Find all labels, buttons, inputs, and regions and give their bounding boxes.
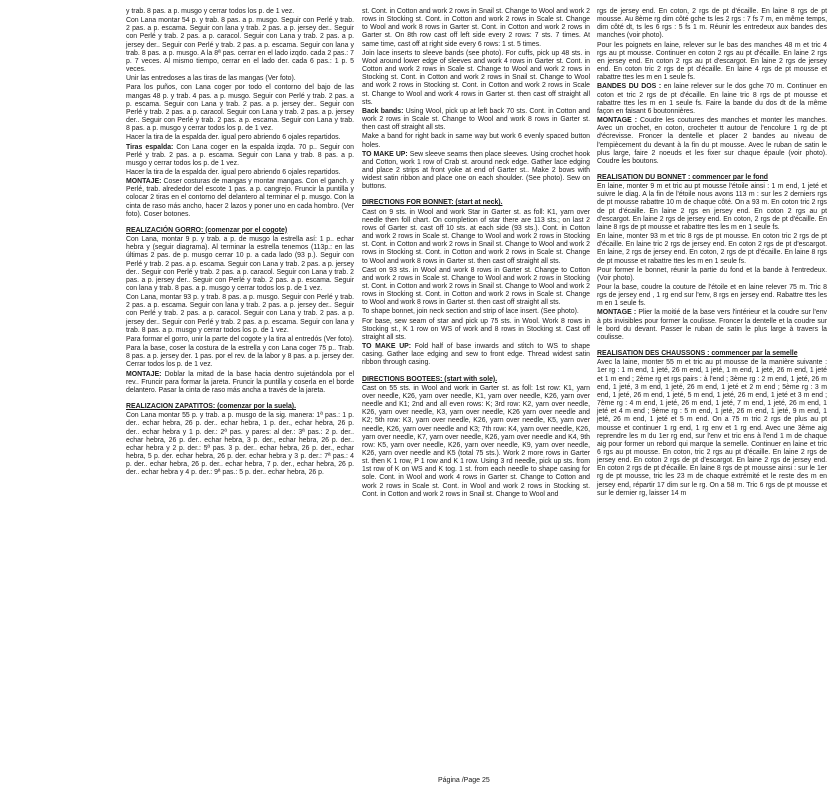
paragraph: Pour les poignets en laine, relever sur le bas des manches 48 m et tric 4 rgs au pt mousse. Continuer en coton 2 rgs au pt d'écaille. En laine 2 rgs en jersey end. En coton 2 rgs au pt d'escargot. En laine 2 rgs de jersey end. En coton tric 2 rgs de pt d'écaille. En laine 4 rgs de pt mousse et rabattre ttes les m en 1 seule fs. — [597, 41, 827, 82]
section-heading: DIRECTIONS FOR BONNET: (start at neck). — [362, 199, 503, 207]
section-heading: REALIZACION ZAPATITOS: (comenzar por la suela). — [126, 403, 296, 411]
paragraph: Para la base, coser la costura de la estrella y con Lana coger 75 p.. Trab. 8 pas. a p. jersey der. 1 pas. por el rev. de la labor y 8 pas. a p. jersey der. Cerrar todos los p. de 1 vez. — [126, 345, 354, 369]
section-heading: REALIZACIÓN GORRO: (comenzar por el cogote) — [126, 226, 288, 234]
paragraph-text: Con Lana coger en la espalda izqda. 70 p.. Seguir con Perlé y trab. 2 pas. a p. escama. Seguir con Lana y trab. 8 pas. a p. musgo y cerrar todos los p. de 1 vez. — [126, 143, 355, 167]
paragraph: Hacer la tira de la espalda der. igual pero abriendo 6 ojales repartidos. — [126, 134, 341, 142]
paragraph — [597, 83, 827, 116]
paragraph: Con Lana montar 55 p. y trab. a p. musgo de la sig. manera: 1ª pas.: 1 p. der.. echar hebra, 26 p. der.. echar hebra, 1 p. der., echar hebra, 26 p. der.. echar hebra y 1 p. der.: 2ª pas. y pares: al der.: 3ª pas.: 2 p. der.. echar hebra, 26 p. der.. echar hebra, 3 p. der., echar hebra, 26 p. der.. echar hebra y 2 p. der.: 5ª pas. 3 p. der.. echar hebra, 26 p. der., echar hebra, 5 p. der. echar hebra, 26 p. der. echar hebra y 3 p. der.: 7ª pas.: 4 p. der.. echar hebra, 26 p. der.. echar hebra, 7 p. der., echar hebra, 26 p. der.. echar hebra y 4 p. der.: 9ª pas.: 5 p. der.. echar hebra, 26 p. — [126, 412, 354, 477]
paragraph-lead: MONTAJE: — [126, 178, 162, 186]
paragraph: Cast on 93 sts. in Wool and work 8 rows in Garter st. Change to Cotton and work 2 rows in Scale st. Change to Wool and work 2 rows in Stocking st. Cont. in Cotton and work 2 rows in Snail st. Change to Wool and work 2 rows in Stocking st. Cont. in Cotton and work 2 rows in Scale st. Change to Wool and work 8 rows in Garter st. then cast off straight all sts. — [362, 266, 590, 307]
paragraph: For base, sew seam of star and pick up 75 sts. in Wool. Work 8 rows in Stocking st., K 1 row on WS of work and 8 rows in Stocking st. Cast off straight all sts. — [362, 317, 590, 341]
paragraph: Pour former le bonnet, réunir la partie du fond et la bande à l'entredeux. (Voir photo). — [597, 266, 827, 282]
paragraph-text: Sew sleeve seams then place sleeves. Using crochet hook and Cotton, work 1 row of Crab st. around neck edge. Gather lace edging and place 2 strips at front yoke at end of Garter st.. Make 2 bows with widest satin ribbon and place one on each shoulder. (See photo). Sew on buttons. — [362, 150, 590, 191]
paragraph — [126, 371, 354, 395]
paragraph-lead: Tiras espalda: — [126, 143, 174, 151]
paragraph-text: Doblar la mitad de la base hacia dentro sujetándola por el rev.. Fruncir para formar la jareta. Fruncir la puntilla y coserla en el borde delantero. Pasar la cinta de raso más ancha a través de la jareta. — [126, 370, 354, 394]
paragraph: Join lace inserts to sleeve bands (see photo). For cuffs, pick up 48 sts. in Wool around lower edge of sleeves and work 4 rows in Garter st. Cont. in Cotton and work 2 rows in Scale st. Change to Wool and work 2 rows in Stocking st. Cont. in Cotton and work 2 rows in Snail st. Change to Wool and work 2 rows in Stocking st. Cont. in Cotton and work 2 rows in Scale st. Change to Wool and work 4 rows in Garter st. then cast off straight all sts. — [362, 49, 590, 106]
paragraph-lead: BANDES DU DOS : — [597, 83, 662, 91]
paragraph-text: Coudre les coutures des manches et monter les manches. Avec un crochet, en coton, crocheter tt autour de l'encolure 1 rg de pt d'écrevisse. Froncer la dentelle et placer 2 bandes au niveau de l'empiècement du devant à la fin du pt mousse. Avec le ruban de satin le plus large, faire 2 noeuds et les fixer sur chaque épaule (voir photo). Coudre les boutons. — [597, 117, 827, 165]
section-heading: REALISATION DES CHAUSSONS : commencer par la semelle — [597, 350, 798, 358]
paragraph: Para formar el gorro, unir la parte del cogote y la tira al entredós (Ver foto). — [126, 335, 354, 343]
paragraph: Pour la base, coudre la couture de l'étoile et en laine relever 75 m. Tric 8 rgs de jersey end , 1 rg end sur l'env, 8 rgs en jersey end. Rabattre ttes les m en 1 seule fs. — [597, 284, 827, 308]
paragraph-text: Fold half of base inwards and stitch to WS to shape casing. Gather lace edging and sew to front edge. Thread widest satin ribbon through casing. — [362, 343, 590, 367]
paragraph — [126, 144, 354, 168]
paragraph-lead: MONTAGE : — [597, 117, 638, 125]
paragraph: Hacer la tira de la espalda der. igual pero abriendo 6 ojales repartidos. — [126, 168, 341, 176]
paragraph: En laine, monter 9 m et tric au pt mousse l'étoile ainsi : 1 m end, 1 jeté et suivre le diag. A la fin de l'étoile nous avons 113 m : sur les 2 derniers rgs de pt mousse rabattre 10 m de chaque côté. On a 93 m. En coton tric 2 rgs de pt d'écaille. En laine 2 rgs en jersey end. En coton 2 rgs au pt d'escargot. En laine 2 rgs de jersey end. En coton, 2 rgs de pt d'écaille. En laine 8 rgs de pt mousse et rabattre ttes les m en 1 seule fs. — [597, 183, 827, 231]
paragraph: To shape bonnet, join neck section and strip of lace insert. (See photo). — [362, 308, 579, 316]
paragraph-lead: MONTAJE: — [126, 370, 162, 378]
paragraph-lead: MONTAGE : — [597, 309, 637, 317]
section-heading: DIRECTIONS BOOTEES: (start with sole). — [362, 375, 498, 383]
paragraph — [362, 151, 590, 192]
paragraph: Con Lana montar 54 p. y trab. 8 pas. a p. musgo. Seguir con Perlé y trab. 2 pas. a p. escama. Seguir con lana y trab. 2 pas. a p. jersey der.. Seguir con Perlé y trab. 2 pas. a p. caracol. Seguir con Lana y trab. 2 pas. a p. jersey der.. Seguir con Perlé y trab. 2 pas. a p. escama. Seguir con lana y trab. 8 pas. a p. musgo. A la 8ª pas. cerrar en el lado izqdo. cada 2 pas.: 7 p. 7 veces. Al mismo tiempo, cerrar en el lado der. cada 6 pas.: 1 p. 5 veces. — [126, 17, 354, 74]
paragraph-text: en laine relever sur le dos gche 70 m. Continuer en coton et tric 2 rgs de pt d'écaille. En laine tric 8 rgs de pt mousse et rabattre ttes les m en 1 seule fs. Faire la bande du dos dt de la même façon en faisant 6 boutonnières. — [597, 83, 827, 115]
paragraph: y trab. 8 pas. a p. musgo y cerrar todos los p. de 1 vez. — [126, 8, 295, 15]
paragraph-text: Plier la moitié de la base vers l'intérieur et la coudre sur l'env à pts invisibles pour former la coulisse. Froncer la dentelle et la coudre sur le bord du devant. Passer le ruban de satin le plus large à travers la coulisse. — [597, 309, 827, 341]
paragraph: st. Cont. in Cotton and work 2 rows in Snail st. Change to Wool and work 2 rows in Stocking st. Cont. in Cotton and work 2 rows in Scale st. Change to Wool and work 8 rows in Garter st. Cont. in Cotton and work 2 rows in Garter st. On 8th row cast off left side every 2 rows: 7 sts. 7 times. At same time, cast off at right side every 6 rows: 1 st. 5 times. — [362, 8, 590, 48]
paragraph: Make a band for right back in same way but work 6 evenly spaced button holes. — [362, 133, 590, 149]
paragraph — [597, 309, 827, 342]
paragraph: Avec la laine, monter 55 m et tric au pt mousse de la manière suivante : 1er rg : 1 m end, 1 jeté, 26 m end, 1 jeté, 1 m end, 1 jeté, 26 m end, 1 jeté et 1 m end ; 2ème rg et rgs pairs : à l'end ; 3ème rg : 2 m end, 1 jeté, 26 m end, 1 jeté, 3 m end, 1 jeté, 26 m end, 1 jeté et 2 m end ; 5ème rg : 3 m end, 1 jeté, 26 m end, 1 jeté, 5 m end, 1 jeté, 26 m end, 1 jeté et 3 m end ; 7ème rg : 4 m end, 1 jeté, 26 m end, 1 jeté, 7 m end, 1 jeté, 26 m end, 1 jeté et 4 m end ; 9ème rg : 5 m end, 1 jeté, 26 m end, 1 jeté, 9 m end, 1 jeté, 26 m end, 1 jeté et 5 m end. On a 75 m tric 2 rgs de plus au pt mousse et continuer 1 rg end, 1 rg env et 1 rg end. Avec une 3ème aig reprendre les m du 1er rg end, sur l'env et tric ens à l'end 1 m de chaque aig pour former un rebord qui marque la semelle. Continuer en laine et tric 6 rgs au pt mousse. En coton, tric 2 rgs au pt d'écaille. En laine 2 rgs de jersey end. En coton 2 rgs de pt d'escargot. En laine 2 rgs de jersey end. En coton 2 rgs de pt d'écaille. En laine 8 rgs de pt mousse ainsi : sur le 1er rg de pt mousse, tric les 23 m de chaque extrémité et le reste des m en jersey end, répartir 17 dim sur le rg. On a 58 m. Tric 6 rgs de pt mousse et sur le dernier rg, laisser 14 m — [597, 359, 827, 497]
paragraph: Para los puños, con Lana coger por todo el contorno del bajo de las mangas 48 p. y trab. 4 pas. a p. musgo. Seguir con Perlé y trab. 2 pas. a p. escama. Seguir con Lana y trab. 2 pas. a p. jersey der.. Seguir con Perlé y trab. 2 pas. a p. caracol. Seguir con Lana y trab. 2 pas. a p. jersey der.. Seguir con Perlé y trab. 2 pas. a p. escama. Seguir con Lana y trab. 8 pas. a p. musgo y cerrar todos los p. de 1 vez. — [126, 84, 354, 133]
paragraph: En laine, monter 93 m et tric 8 rgs de pt mousse. En coton tric 2 rgs de pt d'écaille. En laine tric 2 rgs de jersey end. En coton 2 rgs de pt d'escargot. En laine, 2 rgs de jersey end. En coton, 2 rgs de pt d'écaille. En laine 8 rgs de pt mousse et rabattre ttes les m en 1 seule fs. — [597, 233, 827, 265]
page-number: Página /Page 25 — [438, 777, 490, 784]
paragraph: Cast on 55 sts. in Wool and work in Garter st. as foll: 1st row: K1, yarn over needle, K26, yarn over needle, K1, yarn over needle, K26, yarn over needle and K1; 2nd and all even rows: K; 3rd row: K2, yarn over needle, K26, yarn over needle, K3, yarn over needle, K26 yarn over needle and K2; 5th row: K3, yarn over needle, K26, yarn over needle, K5, yarn over needle, K26, yarn over needle and K3; 7th row: K4, yarn over needle, K26, yarn over needle, K7, yarn over needle, K26, yarn over needle and K4, 9th row: K5, yarn over needle, K26, yarn over needle, K9, yarn over needle, K26, yarn over needle and K5 (total 75 sts.). Work 2 more rows in Garter st. then K 1 row, P 1 row and K 1 row. Using 3 rd needle, pick up sts. from 1st row of K on WS and K tog. 1 st. from each needle to shape casing for sole. Cont. in Wool and work 4 rows in Garter st. Change to Cotton and work 2 rows in Scale st. Cont. in Wool and work 2 rows in Stocking st. Cont. in Cotton and work 2 rows in Snail st. Change to Wool and — [362, 384, 590, 498]
column-french — [597, 8, 827, 778]
section-heading: REALISATION DU BONNET : commencer par le fond — [597, 173, 769, 181]
paragraph — [126, 178, 354, 219]
paragraph-lead: TO MAKE UP: — [362, 343, 412, 351]
paragraph: Cast on 9 sts. in Wool and work Star in Garter st. as foll: K1, yarn over needle then foll chart. On completion of star there are 113 sts.; on last 2 rows of Garter st. cast off 10 sts. at each side (93 sts.). Cont. in Cotton and work 2 rows in Scale st. Change to Wool and work 2 rows in Stocking st. Cont. in Cotton and work 2 rows in Snail st. Change to Wool and work 2 rows in Stocking st. Cont. in Cotton and work 2 rows in Scale st. Change to Wool and work 8 rows in Garter st. then cast off straight all sts. — [362, 208, 590, 265]
paragraph: Con Lana, montar 9 p. y trab. a p. de musgo la estrella así: 1 p.. echar hebra y (seguir diagrama). Al terminar la estrella tenemos (113p.: en las últimas 2 pas. de p. musgo cerrar 10 p. a cada lado (93 p.). Seguir con Perlé y trab. 2 pas. a p. escama. Seguir con Lana y trab. 2 pas. a p. jersey der.. Seguir con Perlé y trab. 2 pas. a p. caracol. Seguir con Lana y trab. 2 pas. a p. jersey der.. Seguir con Perlé y trab. 2 pas. a p. escama. Seguir con lana y trab. 8 pas. a p. musgo y cerrar todos los p. de 1 vez. — [126, 236, 354, 292]
column-english — [362, 8, 590, 778]
paragraph: rgs de jersey end. En coton, 2 rgs de pt d'écaille. En laine 8 rgs de pt mousse. Au 8ème rg dim côté gche ts les 2 rgs : 7 fs 7 m, en même temps, dim côté dt, ts les 6 rgs : 5 fs 1 m. Réunir les entredeux aux bandes des manches (voir photo). — [597, 8, 827, 40]
paragraph: Unir las entredoses a las tiras de las mangas (Ver foto). — [126, 75, 296, 83]
paragraph — [362, 108, 590, 132]
paragraph-text: Using Wool, pick up at left back 70 sts. Cont. in Cotton and work 2 rows in Scale st. Change to Wool and work 8 rows in Garter st. then cast off straight all sts. — [362, 107, 590, 132]
paragraph — [362, 343, 590, 367]
paragraph-text: Coser costuras de mangas y montar mangas. Con el ganch. y Perlé, trab. alrededor del escote 1 pas. a p. cangrejo. Fruncir la puntilla y colocar 2 tiras en el contorno del delantero al terminar el p. musgo. Con la cinta de raso más ancho, hacer 2 lazos y poner uno en cada hombro. (Ver foto). Coser botones. — [126, 178, 354, 218]
column-spanish — [126, 8, 354, 778]
paragraph-lead: Back bands: — [362, 107, 404, 115]
paragraph: Con Lana, montar 93 p. y trab. 8 pas. a p. musgo. Seguir con Perlé y trab. 2 pas. a p. escama. Seguir con lana y trab. 2 pas. a p. jersey der.. Seguir con Perlé y trab. 2 pas. a p. caracol. Seguir con Lana y trab. 2 pas. a p. jersey der.. Seguir con Perlé y trab. 2 pas. a p. escama. Seguir con lana y trab. 8 pas. a p. musgo y cerrar todos los p. de 1 vez. — [126, 294, 354, 334]
paragraph-lead: TO MAKE UP: — [362, 150, 408, 158]
paragraph — [597, 117, 827, 166]
